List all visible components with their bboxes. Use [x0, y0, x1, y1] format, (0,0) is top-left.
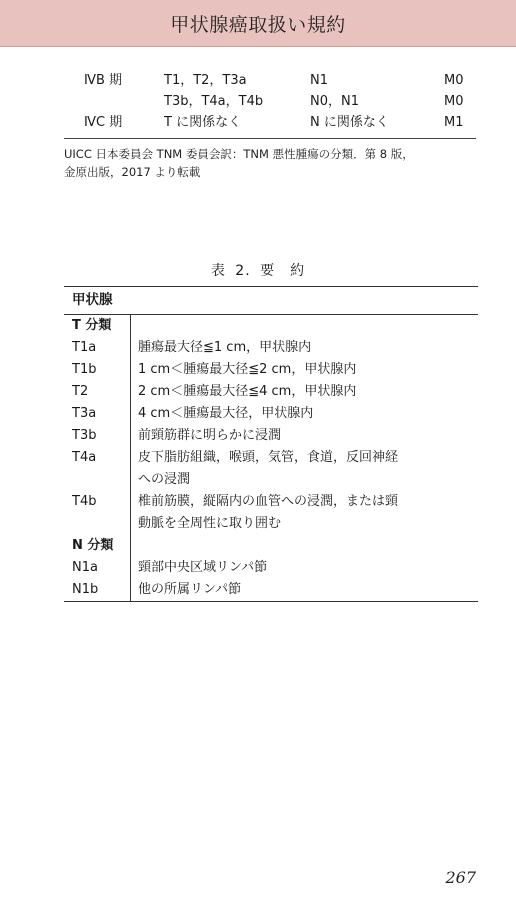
row-description: [130, 403, 478, 425]
summary-table: [64, 286, 478, 602]
row-description: [130, 359, 478, 381]
stage-n: N0，N1: [310, 94, 359, 109]
stage-row: [64, 70, 476, 91]
category-heading: N 分類: [72, 538, 114, 553]
row-code: T4b: [72, 494, 97, 509]
table-caption: 表 2. 要 約: [210, 263, 306, 279]
stage-m: M0: [444, 94, 464, 109]
footnote: [64, 145, 476, 181]
stage-label: ⅣB 期: [84, 73, 123, 88]
row-code: N1a: [72, 560, 98, 575]
row-description: [130, 381, 478, 403]
table-row: [64, 491, 478, 535]
stage-t: T3b，T4a，T4b: [164, 94, 264, 109]
stage-table-rule: [64, 138, 476, 139]
stage-label: ⅣC 期: [84, 115, 123, 130]
stage-table: [64, 70, 476, 133]
footnote-line: 金原出版，2017 より転載: [64, 165, 201, 179]
table-row: [64, 579, 478, 601]
category-heading-row: [64, 535, 478, 557]
table-row: [64, 447, 478, 491]
table-row: [64, 337, 478, 359]
section-heading: 甲状腺: [64, 286, 478, 315]
description-line: 2 cm＜腫瘍最大径≦4 cm，甲状腺内: [138, 384, 357, 399]
chapter-header: [0, 0, 516, 47]
description-line: 前頸筋群に明らかに浸潤: [138, 428, 282, 443]
category-heading: T 分類: [72, 318, 112, 333]
table-row: [64, 557, 478, 579]
row-code: T3b: [72, 428, 97, 443]
row-code: T1a: [72, 340, 97, 355]
description-line: 他の所属リンパ節: [138, 582, 242, 597]
table-row: [64, 403, 478, 425]
row-description: [130, 579, 478, 601]
table-row: [64, 425, 478, 447]
row-code: T4a: [72, 450, 97, 465]
description-line: 椎前筋膜，縦隔内の血管への浸潤，または頸: [138, 494, 399, 509]
description-line: 動脈を全周性に取り囲む: [138, 516, 282, 531]
row-description: [130, 337, 478, 359]
stage-t: T1，T2，T3a: [164, 73, 247, 88]
description-line: 1 cm＜腫瘍最大径≦2 cm，甲状腺内: [138, 362, 357, 377]
row-code: T1b: [72, 362, 97, 377]
description-line: 皮下脂肪組織，喉頭，気管，食道，反回神経: [138, 450, 399, 465]
stage-n: N1: [310, 73, 328, 88]
table-row: [64, 359, 478, 381]
page-number: 267: [445, 868, 476, 887]
row-description: [130, 315, 478, 337]
row-description: [130, 557, 478, 579]
row-description: [130, 447, 478, 491]
row-code: N1b: [72, 582, 99, 597]
stage-m: M0: [444, 73, 464, 88]
stage-row: [64, 112, 476, 133]
category-heading-row: [64, 315, 478, 337]
row-description: [130, 535, 478, 557]
footnote-line: UICC 日本委員会 TNM 委員会訳：TNM 悪性腫瘍の分類．第 8 版，: [64, 147, 414, 161]
description-line: への浸潤: [138, 472, 191, 487]
row-description: [130, 425, 478, 447]
stage-n: N に関係なく: [310, 115, 389, 130]
stage-row: [64, 91, 476, 112]
description-line: 頸部中央区域リンパ節: [138, 560, 268, 575]
chapter-title: 甲状腺癌取扱い規約: [170, 13, 346, 36]
description-line: 腫瘍最大径≦1 cm，甲状腺内: [138, 340, 312, 355]
row-description: [130, 491, 478, 535]
summary-grid: [64, 315, 478, 601]
stage-m: M1: [444, 115, 464, 130]
table-bottom-rule: [64, 601, 478, 602]
row-code: T2: [72, 384, 89, 399]
table-row: [64, 381, 478, 403]
stage-t: T に関係なく: [164, 115, 242, 130]
description-line: 4 cm＜腫瘍最大径，甲状腺内: [138, 406, 314, 421]
row-code: T3a: [72, 406, 97, 421]
